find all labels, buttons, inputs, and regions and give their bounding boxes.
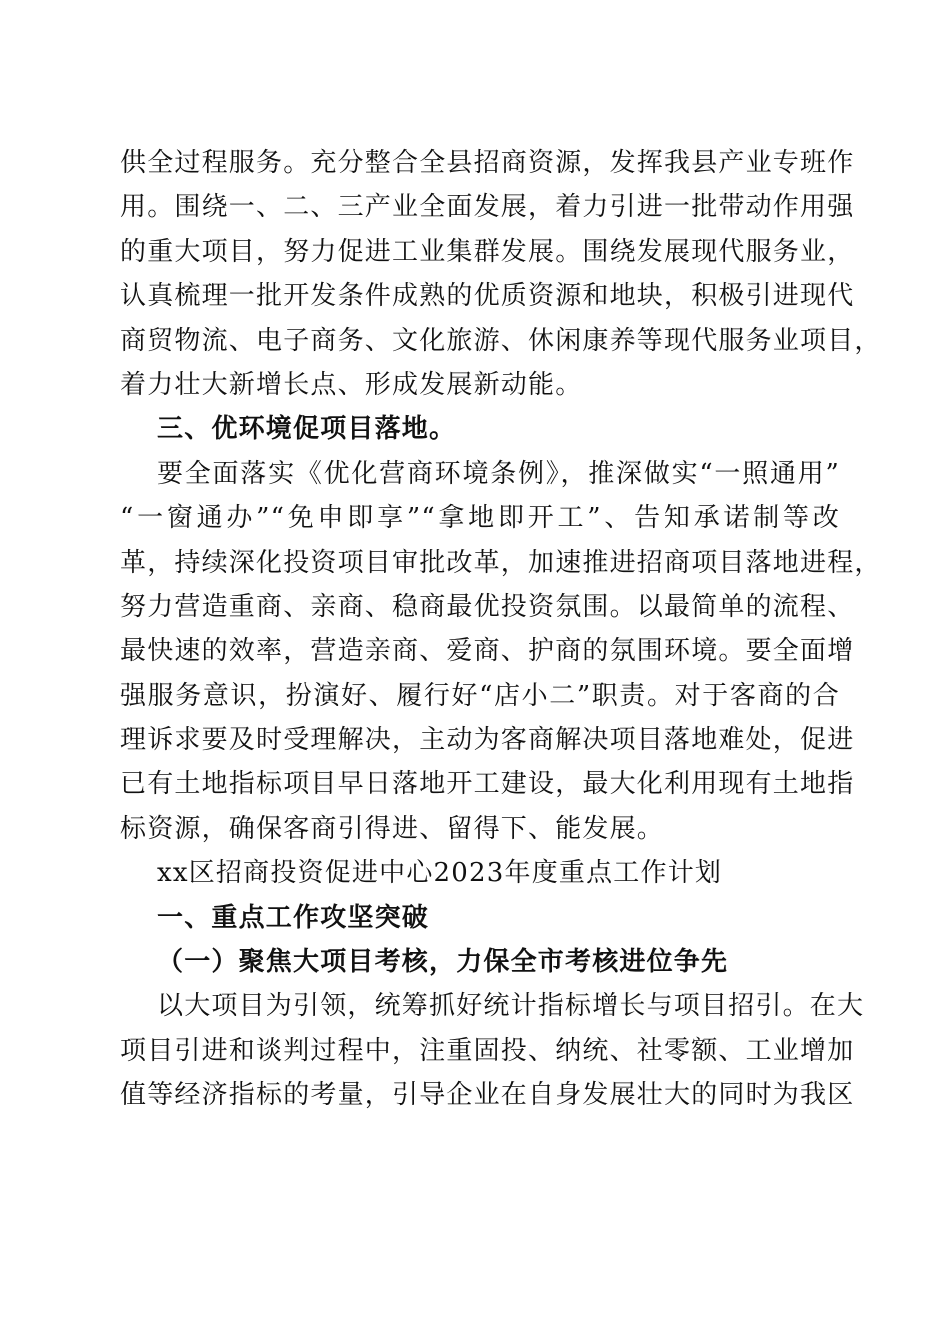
paragraph-line: 着力壮大新增长点、形成发展新动能。 [120,369,583,400]
paragraph-line: 标资源，确保客商引得进、留得下、能发展。 [120,813,665,844]
paragraph-line: 要全面落实《优化营商环境条例》，推深做实“一照通用” [157,458,840,489]
paragraph-line: 的重大项目，努力促进工业集群发展。围绕发展现代服务业， [120,236,855,267]
paragraph-line: 强服务意识，扮演好、履行好“店小二”职责。对于客商的合 [120,680,840,711]
subsection-heading: （一）聚焦大项目考核，力保全市考核进位争先 [157,947,729,978]
section-heading-1: 一、重点工作攻坚突破 [157,902,430,933]
paragraph-line: 已有土地指标项目早日落地开工建设，最大化利用现有土地指 [120,769,855,800]
paragraph-line: 认真梳理一批开发条件成熟的优质资源和地块，积极引进现代 [120,281,855,312]
paragraph-line: 努力营造重商、亲商、稳商最优投资氛围。以最简单的流程、 [120,591,855,622]
paragraph-line: 项目引进和谈判过程中，注重固投、纳统、社零额、工业增加 [120,1035,855,1066]
paragraph-line: 最快速的效率，营造亲商、爱商、护商的氛围环境。要全面增 [120,636,855,667]
paragraph-line: 商贸物流、电子商务、文化旅游、休闲康养等现代服务业项目， [120,325,882,356]
paragraph-line: 以大项目为引领，统筹抓好统计指标增长与项目招引。在大 [157,991,865,1022]
paragraph-line: 供全过程服务。充分整合全县招商资源，发挥我县产业专班作 [120,148,855,178]
paragraph-line: 革，持续深化投资项目审批改革，加速推进招商项目落地进程， [120,547,882,578]
document-body [120,141,882,1118]
paragraph-line: 理诉求要及时受理解决，主动为客商解决项目落地难处，促进 [120,725,855,756]
paragraph-line: 值等经济指标的考量，引导企业在自身发展壮大的同时为我区 [120,1080,855,1111]
paragraph-line: “一窗通办”“免申即享”“拿地即开工”、告知承诺制等改 [120,503,840,534]
section-heading-3: 三、优环境促项目落地。 [157,414,457,445]
paragraph-line: 用。围绕一、二、三产业全面发展，着力引进一批带动作用强 [120,192,855,223]
plan-title: xx区招商投资促进中心2023年度重点工作计划 [157,858,723,889]
